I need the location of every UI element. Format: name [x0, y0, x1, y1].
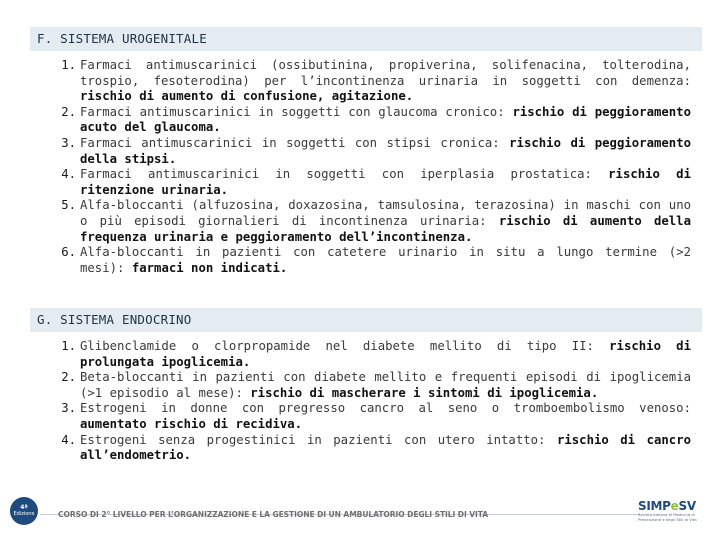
- item-number: 4.: [61, 167, 76, 182]
- item-text: Farmaci antimuscarinici in soggetti con glaucoma cronico:: [80, 104, 513, 119]
- logo-part-main: SIMP: [638, 499, 671, 513]
- list-item: [61, 339, 691, 370]
- list-item: [61, 401, 691, 432]
- edition-number: 4ª: [20, 504, 28, 511]
- item-text: Alfa-bloccanti (alfuzosina, doxazosina, tamsulosina, terazosina) in maschi con uno o più episodi giornalieri di incontinenza urinaria:: [80, 198, 691, 228]
- section-header-urogenitale: F. SISTEMA UROGENITALE: [30, 27, 702, 51]
- item-number: 2.: [61, 104, 76, 119]
- item-risk: rischio di aumento della frequenza urinaria e peggioramento dell’incontinenza.: [80, 213, 691, 244]
- item-number: 5.: [61, 198, 76, 213]
- section-header-endocrino: G. SISTEMA ENDOCRINO: [30, 308, 702, 332]
- item-text: Estrogeni senza progestinici in pazienti con utero intatto:: [80, 432, 557, 447]
- item-text: Farmaci antimuscarinici in soggetti con stipsi cronica:: [80, 135, 510, 150]
- list-item: [61, 104, 691, 136]
- item-number: 4.: [61, 432, 76, 447]
- item-number: 1.: [61, 339, 76, 353]
- item-risk: rischio di mascherare i sintomi di ipoglicemia.: [250, 385, 599, 400]
- item-number: 3.: [61, 135, 76, 150]
- item-risk: rischio di aumento di confusione, agitazione.: [80, 89, 414, 104]
- logo-subtitle: Società Italiana di Medicina di Prevenzione e degli Stili di Vita: [638, 512, 697, 522]
- item-risk: aumentato rischio di recidiva.: [80, 416, 303, 431]
- slide-footer: [0, 494, 720, 540]
- item-number: 2.: [61, 370, 76, 385]
- list-item: [61, 370, 691, 401]
- list-item: [61, 198, 691, 245]
- logo-wordmark: [638, 500, 718, 512]
- item-text: Beta-bloccanti in pazienti con diabete mellito e frequenti episodi di ipoglicemia (>1 episodio al mese):: [80, 370, 691, 400]
- list-item: [61, 58, 691, 105]
- item-number: 3.: [61, 401, 76, 416]
- logo-part-accent: e: [670, 499, 679, 513]
- item-text: Glibenclamide o clorpropamide nel diabete mellito di tipo II:: [80, 339, 610, 353]
- item-text: Alfa-bloccanti in pazienti con catetere urinario in situ a lungo termine (>2 mesi):: [80, 245, 691, 275]
- item-risk: rischio di peggioramento acuto del glaucoma.: [80, 104, 691, 135]
- edition-label: Edizione: [13, 511, 35, 517]
- list-item: [61, 135, 691, 167]
- endocrine-criteria-list: [61, 339, 691, 464]
- list-item: [61, 245, 691, 276]
- edition-badge: [10, 497, 38, 525]
- item-risk: rischio di ritenzione urinaria.: [80, 167, 691, 197]
- item-number: 1.: [61, 58, 76, 72]
- course-title: CORSO DI 2° LIVELLO PER L’ORGANIZZAZIONE E LA GESTIONE DI UN AMBULATORIO DEGLI STILI DI VITA: [58, 510, 488, 519]
- item-number: 6.: [61, 245, 76, 260]
- item-risk: rischio di peggioramento della stipsi.: [80, 135, 691, 166]
- item-text: Farmaci antimuscarinici in soggetti con iperplasia prostatica:: [80, 167, 609, 182]
- list-item: [61, 432, 691, 464]
- item-text: Estrogeni in donne con pregresso cancro al seno o tromboembolismo venoso:: [80, 401, 691, 416]
- logo-part-end: SV: [678, 499, 696, 513]
- item-risk: rischio di cancro all’endometrio.: [80, 432, 691, 463]
- item-risk: rischio di prolungata ipoglicemia.: [80, 339, 691, 369]
- simpesv-logo: [638, 500, 718, 522]
- urogenital-criteria-list: [61, 58, 691, 276]
- item-risk: farmaci non indicati.: [131, 260, 288, 275]
- item-text: Farmaci antimuscarinici (ossibutinina, propiverina, solifenacina, tolterodina, trospio, fesoterodina) per l’incontinenza urinaria in soggetti con demenza:: [80, 58, 691, 88]
- list-item: [61, 167, 691, 198]
